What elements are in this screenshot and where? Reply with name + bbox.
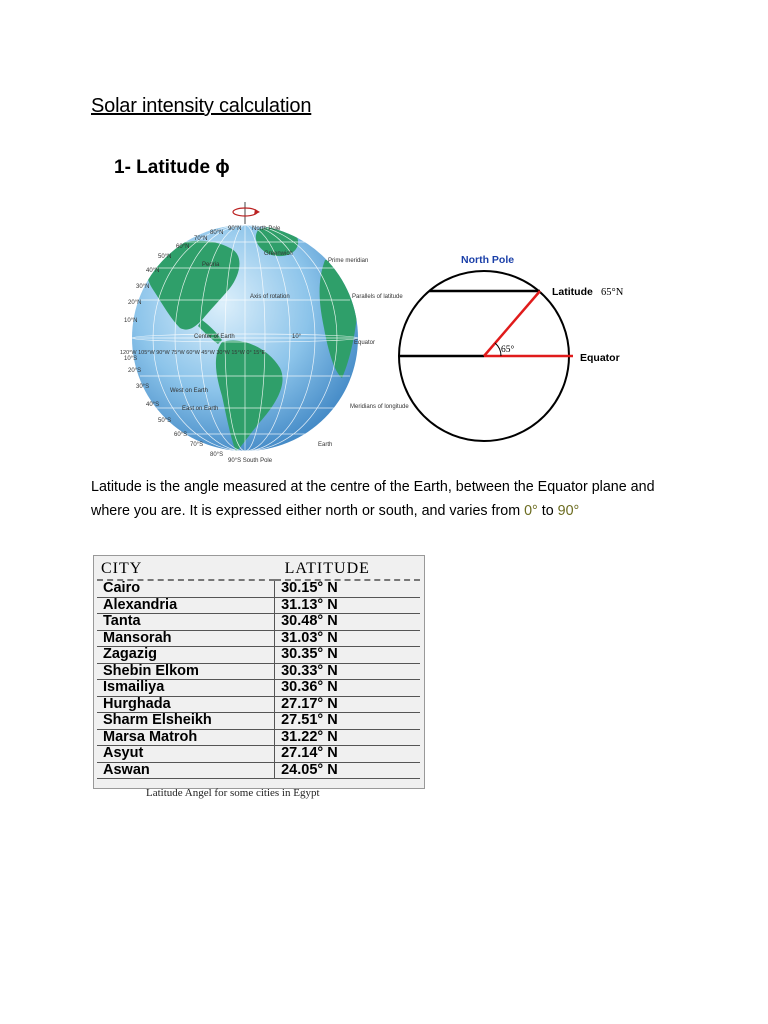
header-city: CITY — [97, 559, 275, 580]
label-center: Center of Earth — [194, 334, 235, 340]
latitude-label-south: 20°S — [128, 368, 142, 374]
city-cell: Marsa Matroh — [97, 729, 275, 746]
latitude-label-north: 50°N — [158, 254, 172, 260]
latitude-table-image — [93, 555, 425, 789]
latitude-label-north: 80°N — [210, 230, 224, 236]
label-ten-degrees: 10° — [292, 334, 302, 340]
label-greenwich: Greenwich — [264, 251, 293, 257]
table-row — [97, 630, 420, 647]
label-90n: 90°N — [228, 226, 242, 232]
latitude-paragraph — [91, 476, 681, 523]
table-row — [97, 647, 420, 664]
globe-figure — [110, 200, 409, 468]
city-cell: Cairo — [97, 580, 275, 597]
label-parallels: Parallels of latitude — [352, 294, 403, 300]
circle-angle-label: 65° — [501, 345, 515, 355]
paragraph-text-mid: to — [537, 502, 558, 519]
city-cell: Asyut — [97, 746, 275, 763]
latitude-circle-diagram — [393, 248, 643, 468]
degree-to: 90° — [557, 502, 580, 519]
table-row — [97, 597, 420, 614]
label-axis: Axis of rotation — [250, 294, 290, 300]
latitude-label-south: 60°S — [174, 432, 188, 438]
label-earth: Earth — [318, 442, 333, 448]
table-row — [97, 746, 420, 763]
latitude-cell: 31.03° N — [275, 630, 420, 647]
city-cell: Ismailiya — [97, 680, 275, 697]
degree-from: 0° — [524, 502, 538, 519]
latitude-cell: 27.17° N — [275, 696, 420, 713]
city-cell: Alexandria — [97, 597, 275, 614]
page-title: Solar intensity calculation — [91, 95, 312, 117]
table-row — [97, 680, 420, 697]
table-row — [97, 696, 420, 713]
circle-north-pole: North Pole — [461, 254, 515, 266]
table-row — [97, 713, 420, 730]
latitude-cell: 30.33° N — [275, 663, 420, 680]
latitude-label-north: 10°N — [124, 318, 138, 324]
latitude-label-north: 40°N — [146, 268, 160, 274]
latitude-cell: 31.22° N — [275, 729, 420, 746]
latitude-cell: 24.05° N — [275, 762, 420, 779]
latitude-label-south: 50°S — [158, 418, 172, 424]
circle-latitude-value: 65°N — [601, 287, 624, 298]
latitude-label-north: 20°N — [128, 300, 142, 306]
latitude-cell: 31.13° N — [275, 597, 420, 614]
latitude-label-south: 30°S — [136, 384, 150, 390]
label-equator: Equator — [354, 340, 376, 346]
latitude-cell: 30.36° N — [275, 680, 420, 697]
latitude-cell: 27.51° N — [275, 713, 420, 730]
section-heading: 1- Latitude ϕ — [114, 157, 230, 178]
label-meridians: Meridians of longitude — [350, 404, 409, 410]
city-cell: Tanta — [97, 614, 275, 631]
city-cell: Hurghada — [97, 696, 275, 713]
header-latitude: LATITUDE — [275, 559, 420, 580]
label-prime-meridian: Prime meridian — [328, 258, 369, 264]
latitude-label-north: 30°N — [136, 284, 150, 290]
table-row — [97, 614, 420, 631]
latitude-cell: 30.15° N — [275, 580, 420, 597]
city-cell: Mansorah — [97, 630, 275, 647]
latitude-label-north: 70°N — [194, 236, 208, 242]
label-peoria: Peoria — [202, 262, 220, 268]
latitude-cell: 30.35° N — [275, 647, 420, 664]
latitude-label-south: 70°S — [190, 442, 204, 448]
label-north-pole: North Pole — [252, 226, 281, 232]
city-cell: Aswan — [97, 762, 275, 779]
paragraph-text: Latitude is the angle measured at the centre of the Earth, between the Equator plane and where you are. It is expressed either north or south, and varies from — [91, 479, 655, 519]
circle-latitude-label: Latitude — [552, 286, 593, 298]
latitude-cell: 27.14° N — [275, 746, 420, 763]
label-south-pole: 90°S South Pole — [228, 458, 273, 464]
city-cell: Sharm Elsheikh — [97, 713, 275, 730]
latitude-table — [97, 559, 420, 779]
latitude-cell: 30.48° N — [275, 614, 420, 631]
city-cell: Shebin Elkom — [97, 663, 275, 680]
table-row — [97, 729, 420, 746]
latitude-label-south: 40°S — [146, 402, 160, 408]
label-longitudes: 120°W 105°W 90°W 75°W 60°W 45°W 30°W 15°W 0° 15°E — [120, 350, 266, 356]
label-east: East on Earth — [182, 406, 219, 412]
label-west: West on Earth — [170, 388, 208, 394]
latitude-label-south: 10°S — [124, 356, 138, 362]
table-row — [97, 762, 420, 779]
table-row — [97, 663, 420, 680]
city-cell: Zagazig — [97, 647, 275, 664]
latitude-label-south: 80°S — [210, 452, 224, 458]
rotation-arrow-icon — [233, 202, 260, 224]
table-row — [97, 580, 420, 597]
circle-equator-label: Equator — [580, 352, 620, 364]
table-caption: Latitude Angel for some cities in Egypt — [146, 787, 320, 799]
latitude-label-north: 60°N — [176, 244, 190, 250]
